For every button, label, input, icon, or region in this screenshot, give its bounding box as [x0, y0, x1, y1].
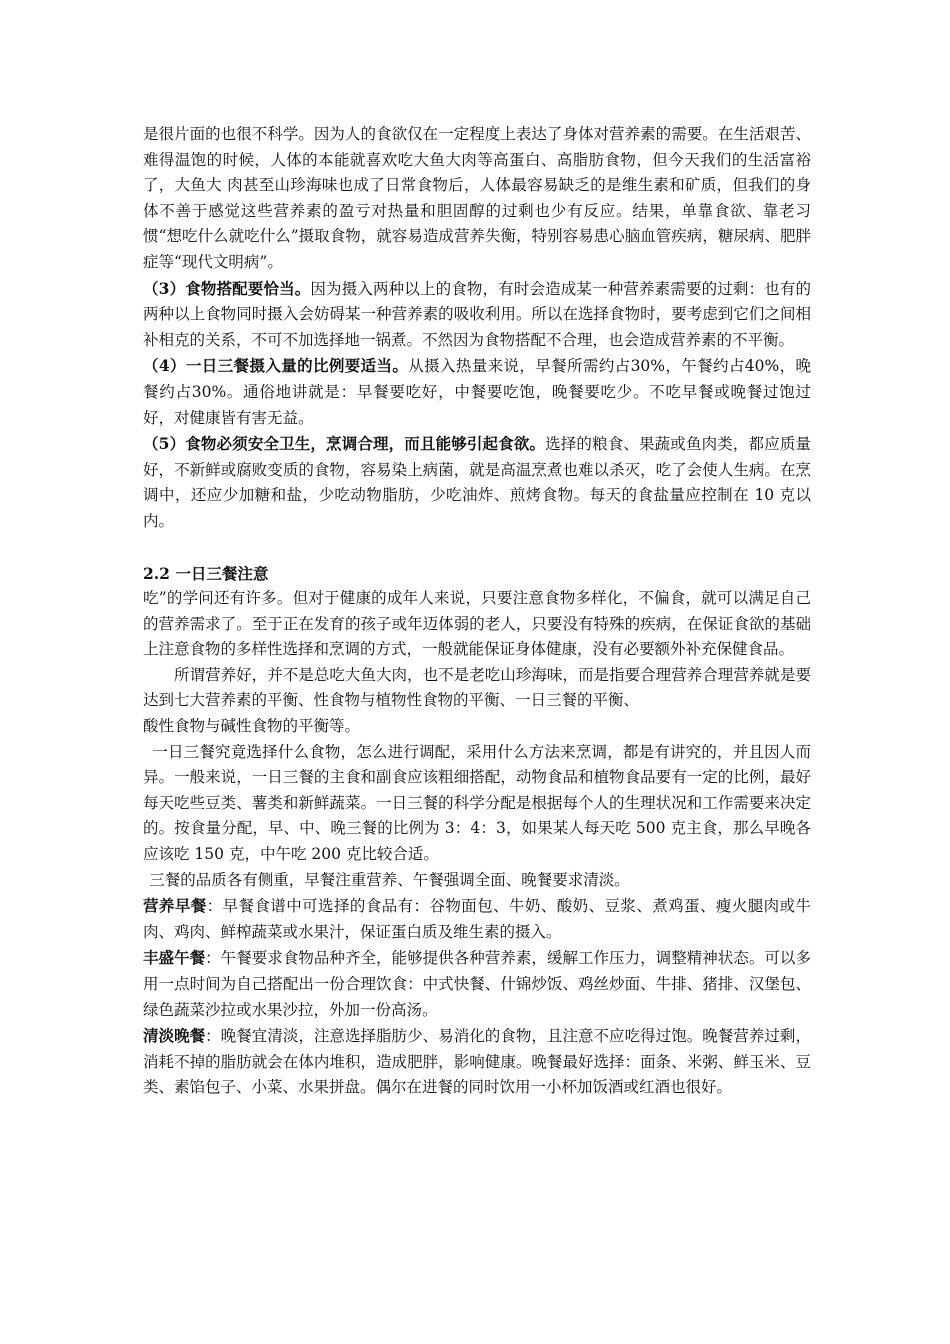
paragraph: [143, 586, 811, 663]
paragraph: [143, 122, 811, 276]
paragraph: [143, 663, 811, 714]
paragraph-text: ：晚餐宜清淡，注意选择脂肪少、易消化的食物，且注意不应吃得过饱。晚餐营养过剩，消耗不掉的脂肪就会在体内堆积，造成肥胖，影响健康。晚餐最好选择：面条、米粥、鲜玉米、豆类、素馅包子、小菜、水果拼盘。偶尔在进餐的同时饮用一小杯加饭酒或红酒也很好。: [143, 1027, 811, 1097]
section-heading: 2.2 一日三餐注意: [143, 563, 269, 583]
paragraph: [143, 893, 811, 945]
paragraph-text: 因为摄入两种以上的食物，有时会造成某一种营养素需要的过剩：也有的两种以上食物同时摄入会妨碍某一种营养素的吸收利用。所以在选择食物时，要考虑到它们之间相补相克的关系，不可不加选择地一锅煮。不然因为食物搭配不合理，也会造成营养素的不平衡。: [143, 279, 811, 349]
paragraph-text: 从摄入热量来说，早餐所需约占30%，午餐约占40%，晚餐约占30%。通俗地讲就是：早餐要吃好，中餐要吃饱，晚餐要吃少。不吃早餐或晚餐过饱过好，对健康皆有害无益。: [143, 357, 812, 427]
paragraph-text: 一日三餐究竟选择什么食物，怎么进行调配，采用什么方法来烹调，都是有讲究的，并且因人而异。一般来说，一日三餐的主食和副食应该粗细搭配，动物食品和植物食品要有一定的比例，最好每天吃些豆类、薯类和新鲜蔬菜。一日三餐的科学分配是根据每个人的生理状况和工作需要来决定的。按食量分配，早、中、晚三餐的比例为 3：4：3，如果某人每天吃 500 克主食，那么早晚各应该吃 150 克，中午吃 200 克比较合适。: [143, 742, 811, 864]
paragraph: [143, 353, 811, 431]
paragraph-lead: 营养早餐: [143, 896, 207, 916]
paragraph: [143, 276, 811, 354]
paragraph-text: 酸性食物与碱性食物的平衡等。: [143, 717, 361, 736]
paragraph-lead: （4）一日三餐摄入量的比例要适当。: [143, 356, 409, 376]
paragraph-lead: （3）食物搭配要恰当。: [143, 278, 311, 298]
document-page: [143, 122, 811, 1101]
paragraph-lead: 丰盛午餐: [143, 948, 206, 968]
paragraph: [143, 945, 811, 1023]
paragraph-lead: 清淡晚餐: [143, 1026, 206, 1046]
paragraph-text: ：早餐食谱中可选择的食品有：谷物面包、牛奶、酸奶、豆浆、煮鸡蛋、瘦火腿肉或牛肉、鸡肉、鲜榨蔬菜或水果汁，保证蛋白质及维生素的摄入。: [143, 897, 811, 941]
paragraph-lead: （5）食物必须安全卫生，烹调合理，而且能够引起食欲。: [143, 434, 546, 454]
paragraph: [143, 431, 811, 534]
paragraph-text: 是很片面的也很不科学。因为人的食欲仅在一定程度上表达了身体对营养素的需要。在生活艰苦、难得温饱的时候，人体的本能就喜欢吃大鱼大肉等高蛋白、高脂肪食物，但今天我们的生活富裕了，大鱼大 肉甚至山珍海味也成了日常食物后，人体最容易缺乏的是维生素和矿质，但我们的身体不善于感觉这些营养素的盈亏对热量和胆固醇的过剩也少有反应。结果，单靠食欲、靠老习惯“想吃什么就吃什么”摄取食物，就容易造成营养失衡，特别容易患心脑血管疾病，糖尿病、肥胖症等“现代文明病”。: [143, 125, 811, 271]
paragraph: [143, 740, 811, 868]
paragraph-text: 选择的粮食、果蔬或鱼肉类，都应质量好，不新鲜或腐败变质的食物，容易染上病菌，就是高温烹煮也难以杀灭，吃了会使人生病。在烹调中，还应少加糖和盐，少吃动物脂肪，少吃油炸、煎烤食物。每天的食盐量应控制在 10 克以内。: [143, 435, 811, 530]
paragraph-text: 所谓营养好，并不是总吃大鱼大肉，也不是老吃山珍海味，而是指要合理营养合理营养就是要达到七大营养素的平衡、性食物与植物性食物的平衡、一日三餐的平衡、: [143, 665, 811, 710]
paragraph-text: 三餐的品质各有侧重，早餐注重营养、午餐强调全面、晚餐要求清淡。: [149, 870, 630, 889]
paragraph-text: ：午餐要求食物品种齐全，能够提供各种营养素，缓解工作压力，调整精神状态。可以多用一点时间为自己搭配出一份合理饮食：中式快餐、什锦炒饭、鸡丝炒面、牛排、猪排、汉堡包、绿色蔬菜沙拉或水果沙拉，外加一份高汤。: [143, 949, 811, 1019]
paragraph: [143, 1023, 811, 1101]
paragraph: [143, 714, 811, 740]
paragraph-text: 吃”的学问还有许多。但对于健康的成年人来说，只要注意食物多样化，不偏食，就可以满足自己的营养需求了。至于正在发育的孩子或年迈体弱的老人，只要没有特殊的疾病，在保证食欲的基础上注意食物的多样性选择和烹调的方式，一般就能保证身体健康，没有必要额外补充保健食品。: [143, 589, 811, 659]
paragraph: [143, 868, 811, 894]
